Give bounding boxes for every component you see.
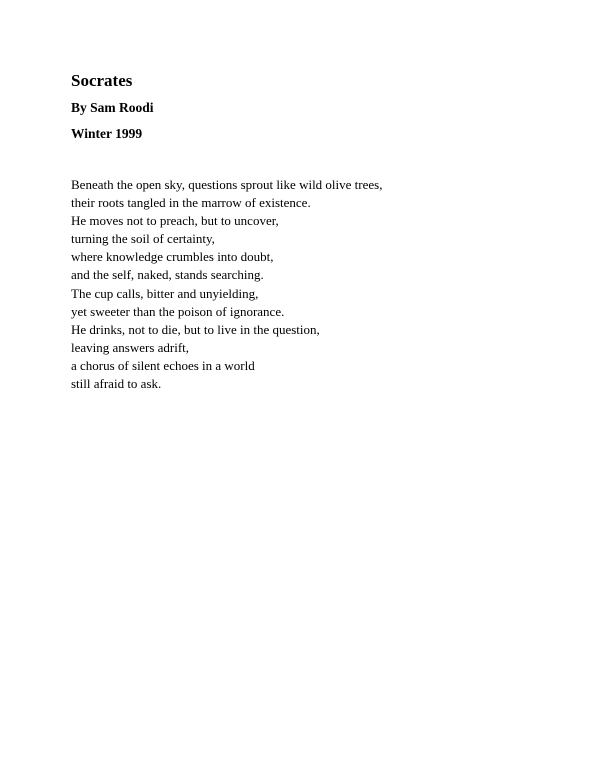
stanza-2 (71, 285, 320, 393)
poem-title: Socrates (71, 71, 133, 90)
poem-line: He moves not to preach, but to uncover, (71, 213, 279, 228)
poem-line: He drinks, not to die, but to live in the question, (71, 322, 320, 337)
poem-line: where knowledge crumbles into doubt, (71, 249, 274, 264)
poem-line: their roots tangled in the marrow of existence. (71, 195, 311, 210)
poem-line: turning the soil of certainty, (71, 231, 215, 246)
poem-date: Winter 1999 (71, 126, 143, 141)
author-byline: By Sam Roodi (71, 100, 154, 115)
poem-line: and the self, naked, stands searching. (71, 267, 264, 282)
poem-line: The cup calls, bitter and unyielding, (71, 286, 259, 301)
poem-line: still afraid to ask. (71, 376, 162, 391)
poem-line: a chorus of silent echoes in a world (71, 358, 255, 373)
poem-line: yet sweeter than the poison of ignorance. (71, 304, 285, 319)
stanza-1 (71, 176, 382, 284)
poem-line: Beneath the open sky, questions sprout like wild olive trees, (71, 177, 383, 192)
poem-line: leaving answers adrift, (71, 340, 190, 355)
